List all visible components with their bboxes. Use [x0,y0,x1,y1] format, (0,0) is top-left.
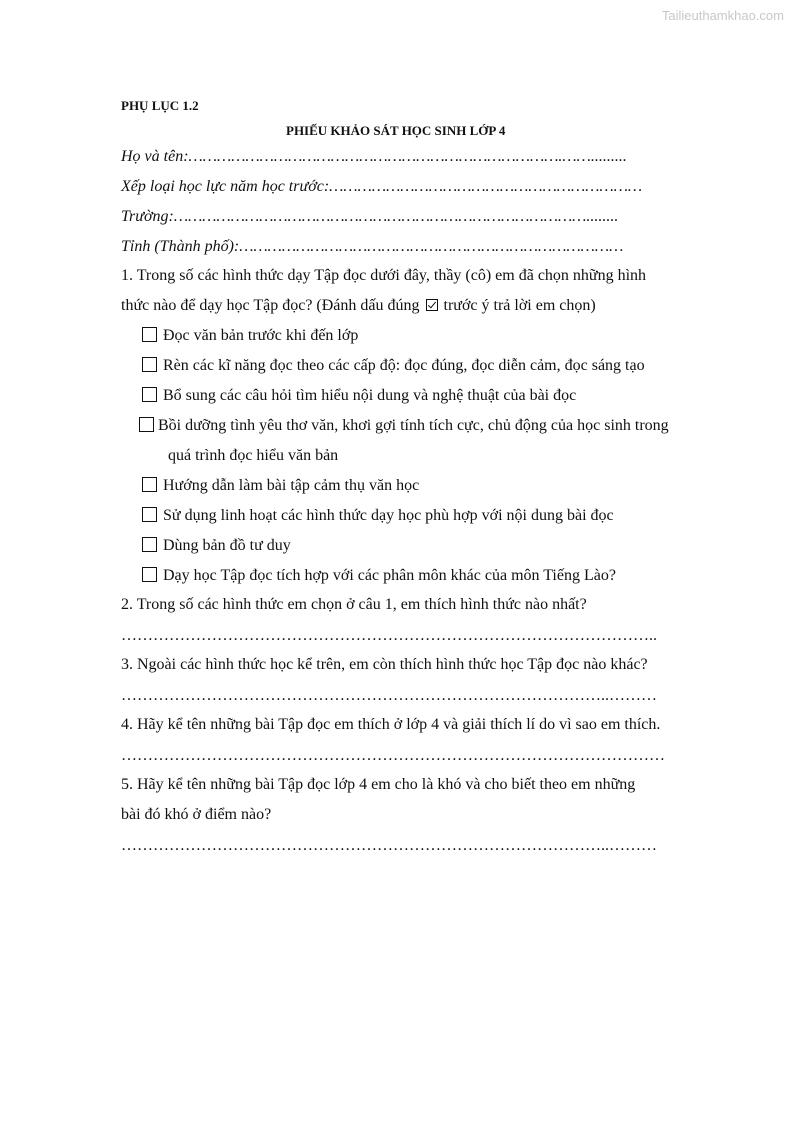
question-5-line2: bài đó khó ở điểm nào? [121,806,272,823]
option-label: Bồi dưỡng tình yêu thơ văn, khơi gợi tính tích cực, chủ động của học sinh trong [158,417,669,434]
province-field[interactable]: Tỉnh (Thành phố):……………………………………………………………………… [121,238,624,255]
question-5-answer[interactable]: ………………………………………………………………………………..……… [121,837,657,854]
option-3[interactable] [142,386,576,406]
question-2: 2. Trong số các hình thức em chọn ở câu 1, em thích hình thức nào nhất? [121,596,587,613]
question-4: 4. Hãy kể tên những bài Tập đọc em thích ở lớp 4 và giải thích lí do vì sao em thích. [121,716,661,733]
checkbox-icon[interactable] [142,357,157,372]
question-1-line2 [121,296,596,316]
option-4[interactable] [139,416,669,436]
name-field[interactable]: Họ và tên:…………………………………………………………………….……......... [121,148,627,165]
option-label: Dạy học Tập đọc tích hợp với các phân môn khác của môn Tiếng Lào? [163,567,616,584]
question-4-answer[interactable]: ………………………………………………………………………………………… [121,747,665,764]
option-label: Rèn các kĩ năng đọc theo các cấp độ: đọc đúng, đọc diễn cảm, đọc sáng tạo [163,357,645,374]
option-7[interactable] [142,536,291,556]
checkbox-icon[interactable] [142,537,157,552]
checked-box-icon [426,299,438,311]
watermark: Tailieuthamkhao.com [661,8,784,23]
option-label: Bổ sung các câu hỏi tìm hiểu nội dung và nghệ thuật của bài đọc [163,387,577,404]
option-1[interactable] [142,326,358,346]
page-title: PHIẾU KHẢO SÁT HỌC SINH LỚP 4 [286,123,506,138]
checkbox-icon[interactable] [139,417,154,432]
question-5-line1: 5. Hãy kể tên những bài Tập đọc lớp 4 em cho là khó và cho biết theo em những [121,776,636,793]
question-1-instruction-end: trước ý trả lời em chọn) [443,297,596,314]
checkbox-icon[interactable] [142,327,157,342]
question-2-answer[interactable]: ……………………………………………………………………………………….. [121,627,657,644]
option-5[interactable] [142,476,419,496]
option-label: Dùng bản đồ tư duy [163,537,291,554]
school-field[interactable]: Trường:……………………………………………………………………………........ [121,208,619,225]
option-6[interactable] [142,506,614,526]
appendix-label: PHỤ LỤC 1.2 [121,98,199,113]
option-4-continuation: quá trình đọc hiểu văn bản [168,447,339,464]
checkbox-icon[interactable] [142,567,157,582]
option-8[interactable] [142,566,616,586]
question-3-answer[interactable]: ………………………………………………………………………………..……… [121,687,657,704]
rank-field[interactable]: Xếp loại học lực năm học trước:………………………………………………………… [121,178,643,195]
question-3: 3. Ngoài các hình thức học kể trên, em còn thích hình thức học Tập đọc nào khác? [121,656,648,673]
option-label: Sử dụng linh hoạt các hình thức dạy học phù hợp với nội dung bài đọc [163,507,614,524]
checkbox-icon[interactable] [142,387,157,402]
option-label: Đọc văn bản trước khi đến lớp [163,327,359,344]
checkbox-icon[interactable] [142,477,157,492]
option-2[interactable] [142,356,645,376]
option-label: Hướng dẫn làm bài tập cảm thụ văn học [163,477,420,494]
checkbox-icon[interactable] [142,507,157,522]
question-1-line1: 1. Trong số các hình thức dạy Tập đọc dưới đây, thầy (cô) em đã chọn những hình [121,267,647,284]
question-1-instruction: thức nào để dạy học Tập đọc? (Đánh dấu đúng [121,297,420,314]
